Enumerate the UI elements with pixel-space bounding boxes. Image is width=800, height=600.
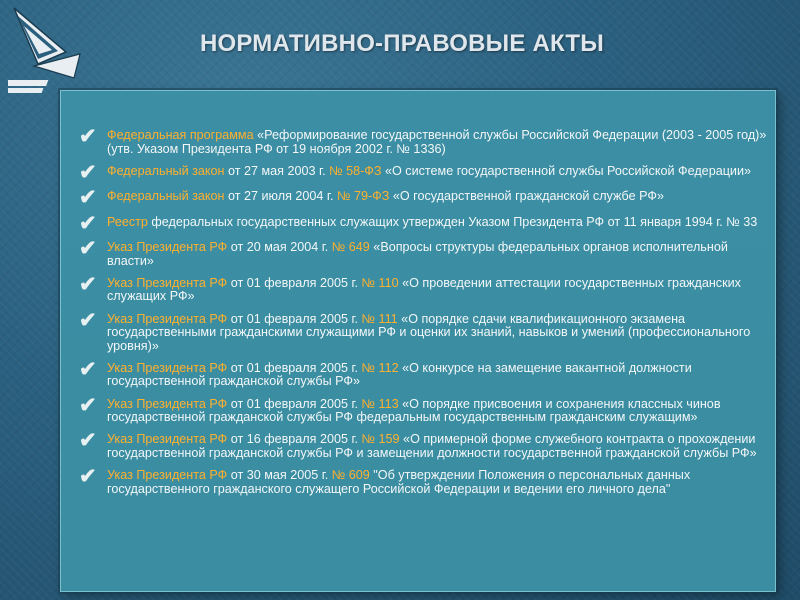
list-item <box>79 237 769 268</box>
highlight-text: Реестр <box>107 214 148 229</box>
body-text: от 01 февраля 2005 г. <box>227 360 362 375</box>
body-text: «О государственной гражданской службе РФ» <box>389 189 664 204</box>
body-text: «Вопросы структуры федеральных органов исполнительной власти» <box>107 240 728 268</box>
body-text: «О проведении аттестации государственных гражданских служащих РФ» <box>107 275 741 304</box>
body-text: федеральных государственных служащих утвержден Указом Президента РФ от 11 января 1994 г. № 33 <box>147 214 758 229</box>
check-icon: ✔ <box>79 272 97 296</box>
highlight-text: Указ Президента РФ <box>107 432 228 447</box>
acts-list <box>79 125 769 505</box>
highlight-text: Федеральная программа <box>107 128 258 142</box>
highlight-text: Указ Президента РФ <box>107 360 228 375</box>
body-text: «Реформирование государственной службы Российской Федерации (2003 - 2005 год)» (утв. Указом Президента РФ от 19 ноября 2002 г. № 1336) <box>107 128 767 156</box>
check-icon: ✔ <box>79 237 97 261</box>
logo <box>8 4 86 96</box>
list-item-text <box>107 362 769 389</box>
list-item-text <box>107 398 769 425</box>
list-item-text <box>107 216 757 230</box>
body-text: от 01 февраля 2005 г. <box>227 311 362 326</box>
body-text: от 20 мая 2004 г. <box>227 240 332 255</box>
highlight-text: № 609 <box>331 467 370 482</box>
list-item <box>79 393 769 425</box>
body-text: «О примерной форме служебного контракта о прохождении государственной гражданской службы РФ и замещении должности государственной гражданской службы РФ» <box>107 432 757 460</box>
list-item <box>79 186 769 210</box>
list-item <box>79 464 769 496</box>
list-item-text <box>107 129 769 156</box>
highlight-text: № 79-ФЗ <box>336 189 390 204</box>
list-item <box>79 125 769 156</box>
body-text: от 30 мая 2005 г. <box>227 467 332 482</box>
list-item-text <box>107 241 769 268</box>
check-icon: ✔ <box>79 464 97 488</box>
list-item-text <box>107 277 769 304</box>
highlight-text: Федеральный закон <box>107 163 225 178</box>
check-icon: ✔ <box>79 429 97 453</box>
body-text: «О системе государственной службы Российской Федерации» <box>381 163 751 178</box>
highlight-text: № 58-ФЗ <box>329 163 382 178</box>
highlight-text: № 111 <box>361 311 398 326</box>
check-icon: ✔ <box>79 160 97 184</box>
list-item-text <box>107 469 769 496</box>
list-item <box>79 308 769 354</box>
check-icon: ✔ <box>79 186 97 210</box>
highlight-text: Федеральный закон <box>107 189 225 204</box>
body-text: «О порядке присвоения и сохранения классных чинов государственной гражданской службы РФ федеральным государственным гражданским служащим» <box>107 396 721 425</box>
list-item <box>79 211 769 235</box>
body-text: «О порядке сдачи квалификационного экзамена государственными гражданскими служащими РФ и оценки их знаний, навыков и умений (профессионального уровня)» <box>107 311 751 353</box>
list-item-text <box>107 313 769 354</box>
body-text: от 27 мая 2003 г. <box>224 163 330 178</box>
list-item-text <box>107 433 769 460</box>
list-item <box>79 357 769 389</box>
highlight-text: № 649 <box>331 240 370 255</box>
list-item <box>79 272 769 304</box>
body-text: от 01 февраля 2005 г. <box>227 275 362 290</box>
check-icon: ✔ <box>79 308 97 332</box>
page-title: НОРМАТИВНО-ПРАВОВЫЕ АКТЫ <box>200 30 604 57</box>
list-item-text <box>107 190 664 204</box>
content-panel <box>60 90 776 592</box>
body-text: "Об утверждении Положения о персональных данных государственного гражданского служащего Российской Федерации и ведении его личного дела" <box>107 467 691 496</box>
highlight-text: Указ Президента РФ <box>107 396 228 411</box>
body-text: от 27 июля 2004 г. <box>224 189 337 204</box>
highlight-text: Указ Президента РФ <box>107 275 228 290</box>
body-text: от 01 февраля 2005 г. <box>227 396 362 411</box>
highlight-text: Указ Президента РФ <box>107 467 228 482</box>
check-icon: ✔ <box>79 125 97 148</box>
check-icon: ✔ <box>79 211 97 235</box>
highlight-text: № 112 <box>361 360 399 375</box>
list-item <box>79 429 769 460</box>
body-text: «О конкурсе на замещение вакантной должности государственной гражданской службы РФ» <box>107 360 692 389</box>
highlight-text: № 159 <box>361 432 400 447</box>
highlight-text: № 113 <box>361 396 399 411</box>
list-item <box>79 160 769 184</box>
check-icon: ✔ <box>79 393 97 417</box>
body-text: от 16 февраля 2005 г. <box>227 432 362 447</box>
highlight-text: № 110 <box>361 275 399 290</box>
highlight-text: Указ Президента РФ <box>107 240 228 255</box>
list-item-text <box>107 165 751 179</box>
check-icon: ✔ <box>79 357 97 381</box>
highlight-text: Указ Президента РФ <box>107 311 228 326</box>
